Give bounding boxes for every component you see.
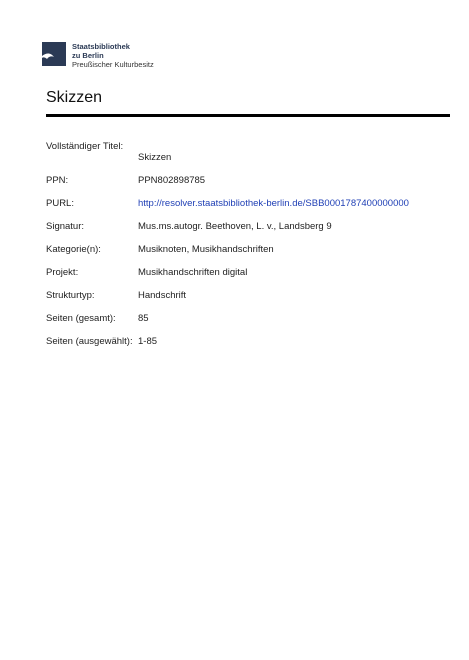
metadata-value: PPN802898785: [138, 175, 206, 186]
metadata-label: Strukturtyp:: [46, 290, 95, 301]
metadata-label: Kategorie(n):: [46, 244, 101, 255]
metadata-value: 85: [138, 313, 149, 324]
metadata-label: PPN:: [46, 175, 69, 186]
library-logo-text: [72, 42, 154, 69]
metadata-row-title: [46, 141, 456, 163]
metadata-label: Projekt:: [46, 267, 79, 278]
logo-line-3: Preußischer Kulturbesitz: [72, 60, 154, 69]
metadata-value: Musikhandschriften digital: [138, 267, 248, 278]
metadata-row-seiten-ausgewaehlt: [46, 336, 456, 347]
metadata-label: Signatur:: [46, 221, 85, 232]
metadata-row-strukturtyp: [46, 290, 456, 301]
purl-link[interactable]: http://resolver.staatsbibliothek-berlin.de/SBB0001787400000000: [138, 198, 409, 209]
metadata-value: Musiknoten, Musikhandschriften: [138, 244, 274, 255]
logo-line-2: zu Berlin: [72, 51, 104, 60]
metadata-label: Seiten (ausgewählt):: [46, 336, 133, 347]
library-logo-icon: [42, 42, 66, 66]
metadata-row-projekt: [46, 267, 456, 278]
metadata-row-kategorie: [46, 244, 456, 255]
title-divider: [46, 114, 450, 117]
library-logo: [42, 42, 154, 69]
metadata-label: Seiten (gesamt):: [46, 313, 116, 324]
metadata-value: Skizzen: [138, 152, 172, 163]
logo-line-1: Staatsbibliothek: [72, 42, 130, 51]
metadata-label: PURL:: [46, 198, 74, 209]
document-title: Skizzen: [46, 89, 103, 106]
metadata-value: 1-85: [138, 336, 158, 347]
metadata-row-purl: [46, 198, 456, 209]
metadata-list: [46, 141, 456, 359]
metadata-row-ppn: [46, 175, 456, 186]
metadata-row-seiten-gesamt: [46, 313, 456, 324]
metadata-row-signatur: [46, 221, 456, 232]
metadata-value: Handschrift: [138, 290, 187, 301]
metadata-label: Vollständiger Titel:: [46, 141, 124, 152]
metadata-value: Mus.ms.autogr. Beethoven, L. v., Landsberg 9: [138, 221, 332, 232]
